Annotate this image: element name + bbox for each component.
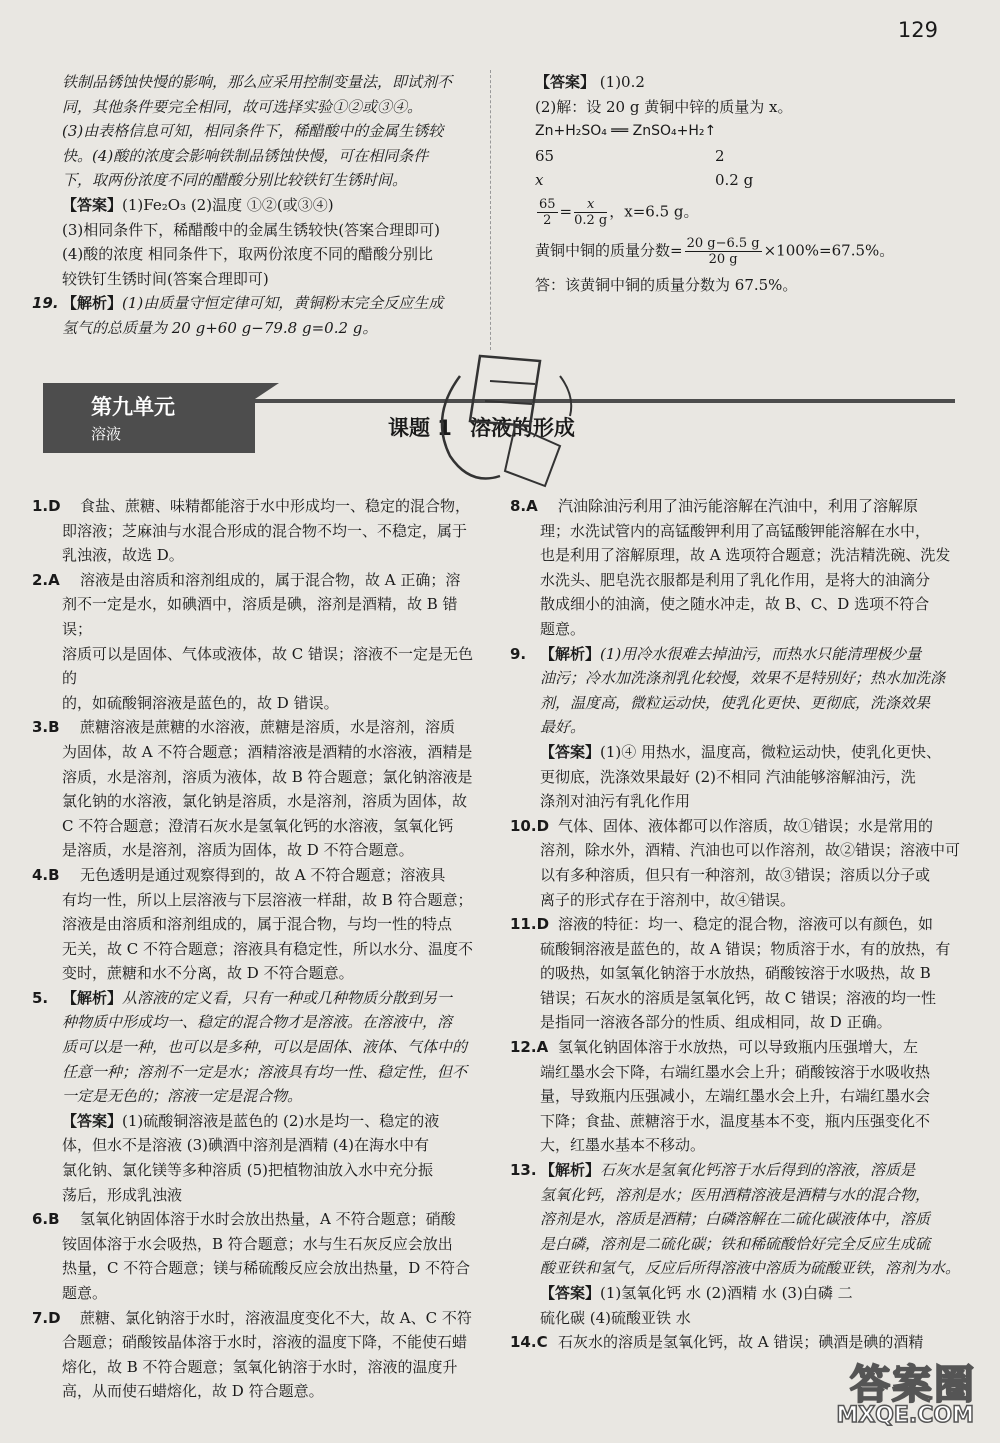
proportion-line: $\frac{65}{2}$ = $\frac{x}{0.2 g}$ ，x=6.5 g。 bbox=[539, 196, 699, 228]
right-answer-column bbox=[510, 494, 962, 1355]
analysis-label: 【解析】 bbox=[62, 294, 123, 313]
answer-text-line: 硫化碳 (4)硫酸亚铁 水 bbox=[540, 1308, 691, 1327]
answer-text-line: 的，如硫酸铜溶液是蓝色的，故 D 错误。 bbox=[62, 693, 339, 712]
answer-item bbox=[510, 1281, 962, 1330]
answer-text-line: 油污；冷水加洗涤剂乳化较慢，效果不是特别好；热水加洗涤 bbox=[540, 669, 946, 688]
question-number: 9. bbox=[510, 644, 527, 663]
answer-text-line: 7.D 蔗糖、氯化钠溶于水时，溶液温度变化不大，故 A、C 不符 bbox=[32, 1306, 482, 1331]
answer-text-line: 题意。 bbox=[62, 1284, 108, 1302]
answer-text-line: 1.D 食盐、蔗糖、味精都能溶于水中形成均一、稳定的混合物， bbox=[32, 494, 482, 519]
setup-line: (2)解：设 20 g 黄铜中锌的质量为 x。 bbox=[535, 97, 793, 116]
answer-text-line: 硫酸铜溶液是蓝色的，故 A 错误；物质溶于水，有的放热，有 bbox=[540, 939, 951, 958]
top-left-block bbox=[32, 70, 482, 341]
answer-text-line: 12.A 氢氧化钠固体溶于水放热，可以导致瓶内压强增大，左 bbox=[510, 1035, 962, 1060]
item-label: 【答案】 bbox=[540, 742, 601, 761]
q19-line-1: (1)由质量守恒定律可知，黄铜粉末完全反应生成 bbox=[122, 294, 444, 313]
item-label: 【解析】 bbox=[62, 988, 123, 1007]
answer-text-line: 即溶液；芝麻油与水混合形成的混合物不均一、不稳定，属于 bbox=[62, 521, 468, 540]
answer-line: 较铁钉生锈时间(答案合理即可) bbox=[62, 269, 269, 288]
question-number: 3.B bbox=[32, 718, 60, 737]
answer-text-line: 热量，C 不符合题意；镁与稀硫酸反应会放出热量，D 不符合 bbox=[62, 1259, 471, 1278]
answer-text-line: 熔化，故 B 不符合题意；氢氧化钠溶于水时，溶液的温度升 bbox=[62, 1357, 458, 1376]
column-divider bbox=[490, 70, 491, 350]
answer-text-line: 9. 【解析】(1)用冷水很难去掉油污，而热水只能清理极少量 bbox=[510, 642, 962, 667]
item-label: 【答案】 bbox=[62, 1111, 123, 1130]
answer-text-line: 散成细小的油滴，使之随水冲走，故 B、C、D 选项不符合 bbox=[540, 595, 930, 614]
answer-text-line: 溶质可以是固体、气体或液体，故 C 错误；溶液不一定是无色的 bbox=[62, 644, 474, 688]
item-label: 【解析】 bbox=[540, 644, 601, 663]
fraction: $\frac{x}{0.2 g}$ bbox=[574, 196, 608, 228]
answer-text-line: 剂，温度高，微粒运动快，使乳化更快、更彻底，洗涤效果 bbox=[540, 693, 931, 712]
answer-item bbox=[32, 1109, 482, 1207]
analysis-line: 同，其他条件要完全相同，故可选择实验①②或③④。 bbox=[62, 97, 423, 116]
answer-text-line: 4.B 无色透明是通过观察得到的，故 A 不符合题意；溶液具 bbox=[32, 863, 482, 888]
left-answer-column bbox=[32, 494, 482, 1404]
answer-text-line: 更彻底，洗涤效果最好 (2)不相同 汽油能够溶解油污，洗 bbox=[540, 767, 916, 786]
answer-text-line: 高，从而使石蜡熔化，故 D 符合题意。 bbox=[62, 1382, 324, 1401]
answer-text-line: 的吸热，如氢氧化钠溶于水放热，硝酸铵溶于水吸热，故 B bbox=[540, 964, 931, 983]
answer-text-line: 最好。 bbox=[540, 718, 586, 737]
answer-line: (3)相同条件下，稀醋酸中的金属生锈较快(答案合理即可) bbox=[62, 220, 440, 239]
answer-item bbox=[510, 1035, 962, 1158]
question-number: 4.B bbox=[32, 865, 60, 884]
ratio-cell: 65 bbox=[535, 146, 555, 165]
answer-text-line: 错误；石灰水的溶质是氢氧化钙，故 C 错误；溶液的均一性 bbox=[540, 988, 937, 1007]
analysis-line: 快。(4)酸的浓度会影响铁制品锈蚀快慢，可在相同条件 bbox=[62, 146, 429, 165]
page-number: 129 bbox=[897, 18, 938, 42]
question-number: 14.C bbox=[510, 1333, 548, 1352]
lesson-number: 课题 1 bbox=[388, 416, 452, 440]
answer-item bbox=[32, 986, 482, 1109]
unit-rule bbox=[255, 399, 955, 403]
answer-text-line: 3.B 蔗糖溶液是蔗糖的水溶液，蔗糖是溶质，水是溶剂，溶质 bbox=[32, 715, 482, 740]
answer-text-line: 2.A 溶液是由溶质和溶剂组成的，属于混合物，故 A 正确；溶 bbox=[32, 568, 482, 593]
answer-text-line: 体，但水不是溶液 (3)碘酒中溶剂是酒精 (4)在海水中有 bbox=[62, 1136, 430, 1155]
answer-item bbox=[510, 912, 962, 1035]
answer-line: (1)Fe₂O₃ (2)温度 ①②(或③④) bbox=[122, 195, 334, 214]
answer-item bbox=[510, 494, 962, 642]
answer-text-line: 11.D 溶液的特征：均一、稳定的混合物，溶液可以有颜色，如 bbox=[510, 912, 962, 937]
top-right-block bbox=[535, 70, 955, 298]
answer-text-line: 下降；食盐、蔗糖溶于水，温度基本不变，瓶内压强变化不 bbox=[540, 1111, 931, 1130]
answer-text-line: 【答案】(1)硫酸铜溶液是蓝色的 (2)水是均一、稳定的液 bbox=[62, 1111, 440, 1130]
answer-text-line: 14.C 石灰水的溶质是氢氧化钙，故 A 错误；碘酒是碘的酒精 bbox=[510, 1330, 962, 1355]
answer-label: 【答案】 bbox=[535, 73, 596, 91]
answer-item bbox=[510, 1158, 962, 1281]
answer-text-line: 是白磷，溶剂是二硫化碳；铁和稀硫酸恰好完全反应生成硫 bbox=[540, 1234, 931, 1253]
answer-text-line: C 不符合题意；澄清石灰水是氢氧化钙的水溶液，氢氧化钙 bbox=[62, 816, 454, 835]
answer-item bbox=[510, 1330, 962, 1355]
question-number: 5. bbox=[32, 988, 49, 1007]
answer-text-line: 无关，故 C 不符合题意；溶液具有稳定性，所以水分、温度不 bbox=[62, 939, 474, 958]
question-19 bbox=[32, 291, 482, 316]
answer-text-line: 合题意；硝酸铵晶体溶于水时，溶液的温度下降，不能使石蜡 bbox=[62, 1333, 468, 1352]
answer-text-line: 理；水洗试管内的高锰酸钾利用了高锰酸钾能溶解在水中， bbox=[540, 521, 931, 540]
ratio-result: ，x=6.5 g。 bbox=[609, 202, 699, 221]
answer-text-line: 铵固体溶于水会吸热，B 符合题意；水与生石灰反应会放出 bbox=[62, 1234, 453, 1253]
question-number: 6.B bbox=[32, 1210, 60, 1229]
item-label: 【答案】 bbox=[540, 1284, 601, 1302]
question-number: 19. bbox=[32, 294, 59, 313]
answer-text-line: 氢氧化钙，溶剂是水；医用酒精溶液是酒精与水的混合物， bbox=[540, 1185, 931, 1204]
handwritten-stamp bbox=[420, 336, 590, 506]
answer-text-line: 荡后，形成乳浊液 bbox=[62, 1185, 183, 1204]
answer-text-line: 13. 【解析】石灰水是氢氧化钙溶于水后得到的溶液，溶质是 bbox=[510, 1158, 962, 1183]
question-number: 2.A bbox=[32, 570, 60, 589]
answer-item bbox=[32, 1207, 482, 1305]
question-number: 1.D bbox=[32, 497, 61, 515]
chemical-equation: Zn+H₂SO₄ ══ ZnSO₄+H₂↑ bbox=[535, 123, 717, 140]
question-number: 8.A bbox=[510, 497, 538, 515]
answer-text-line: 剂不一定是水，如碘酒中，溶质是碘，溶剂是酒精，故 B 错误； bbox=[62, 595, 458, 638]
answer-item bbox=[32, 863, 482, 986]
answer-text-line: 端红墨水会下降，右端红墨水会上升；硝酸铵溶于水吸收热 bbox=[540, 1062, 931, 1081]
question-number: 12.A bbox=[510, 1038, 549, 1057]
answer-text-line: 离子的形式存在于溶剂中，故④错误。 bbox=[540, 890, 796, 909]
question-number: 11.D bbox=[510, 915, 550, 934]
question-number: 10.D bbox=[510, 816, 550, 835]
answer-text-line: 有均一性，所以上层溶液与下层溶液一样甜，故 B 符合题意； bbox=[62, 890, 473, 909]
continued-analysis bbox=[62, 70, 482, 193]
conclusion: 答：该黄铜中铜的质量分数为 67.5%。 bbox=[535, 275, 798, 294]
ratio-cell: 0.2 g bbox=[715, 171, 754, 190]
answer-block-18 bbox=[62, 193, 482, 218]
answer-text-line: 氯化钠的水溶液，氯化钠是溶质，水是溶剂，溶质为固体，故 bbox=[62, 792, 468, 811]
answer-item bbox=[32, 715, 482, 863]
unit-title: 第九单元 bbox=[91, 395, 175, 419]
answer-text-line: 任意一种；溶剂不一定是水；溶液具有均一性、稳定性，但不 bbox=[62, 1062, 468, 1081]
answer-item bbox=[510, 642, 962, 740]
answer-text-line: 溶质，水是溶剂，溶质为液体，故 B 符合题意；氯化钠溶液是 bbox=[62, 767, 473, 786]
item-label: 【解析】 bbox=[540, 1161, 601, 1180]
answer-line: (4)酸的浓度 相同条件下，取两份浓度不同的醋酸分别比 bbox=[62, 245, 434, 264]
answer-text-line: 氯化钠、氯化镁等多种溶质 (5)把植物油放入水中充分振 bbox=[62, 1161, 434, 1180]
answer-text-line: 8.A 汽油除油污利用了油污能溶解在汽油中，利用了溶解原 bbox=[510, 494, 962, 519]
fraction: $\frac{65}{2}$ bbox=[539, 196, 556, 228]
answer-text-line: 题意。 bbox=[540, 619, 586, 638]
question-number: 13. bbox=[510, 1161, 537, 1180]
answer-text-line: 【答案】(1)④ 用热水，温度高，微粒运动快，使乳化更快、 bbox=[540, 742, 942, 761]
answer-item bbox=[32, 494, 482, 568]
answer-text-line: 变时，蔗糖和水不分离，故 D 不符合题意。 bbox=[62, 964, 354, 983]
analysis-line: 下，取两份浓度不同的醋酸分别比较铁钉生锈时间。 bbox=[62, 171, 408, 190]
answer-first: (1)0.2 bbox=[599, 73, 645, 91]
answer-text-line: 种物质中形成均一、稳定的混合物才是溶液。在溶液中，溶 bbox=[62, 1013, 453, 1032]
watermark bbox=[780, 1353, 980, 1433]
q19-line-2: 氢气的总质量为 20 g+60 g−79.8 g=0.2 g。 bbox=[62, 318, 378, 337]
answer-text-line: 大，红墨水基本不移动。 bbox=[540, 1136, 706, 1155]
answer-text-line: 质可以是一种，也可以是多种，可以是固体、液体、气体中的 bbox=[62, 1038, 468, 1057]
answer-lines bbox=[62, 218, 482, 292]
unit-subtitle: 溶液 bbox=[91, 425, 122, 443]
answer-text-line: 也是利用了溶解原理，故 A 选项符合题意；洗洁精洗碗、洗发 bbox=[540, 546, 951, 565]
answer-text-line: 是指同一溶液各部分的性质、组成相同，故 D 正确。 bbox=[540, 1013, 892, 1032]
answer-text-line: 5. 【解析】从溶液的定义看，只有一种或几种物质分散到另一 bbox=[32, 986, 482, 1011]
answer-text-line: 酸亚铁和氢气，反应后所得溶液中溶质为硫酸亚铁，溶剂为水。 bbox=[540, 1259, 961, 1278]
analysis-line: (3)由表格信息可知，相同条件下，稀醋酸中的金属生锈较 bbox=[62, 122, 444, 141]
answer-text-line: 溶液是由溶质和溶剂组成的，属于混合物，与均一性的特点 bbox=[62, 915, 453, 934]
answer-text-line: 乳浊液，故选 D。 bbox=[62, 546, 184, 565]
answer-text-line: 量，导致瓶内压强减小，左端红墨水会上升，右端红墨水会 bbox=[540, 1087, 931, 1106]
answer-text-line: 以有多种溶质，但只有一种溶剂，故③错误；溶质以分子或 bbox=[540, 865, 931, 884]
lesson-title: 溶液的形成 bbox=[469, 416, 575, 440]
ratio-cell: 2 bbox=[715, 146, 725, 165]
answer-text-line: 【答案】(1)氢氧化钙 水 (2)酒精 水 (3)白磷 二 bbox=[540, 1284, 853, 1302]
answer-text-line: 涤剂对油污有乳化作用 bbox=[540, 792, 691, 811]
answer-item bbox=[32, 568, 482, 716]
answer-text-line: 一定是无色的；溶液一定是混合物。 bbox=[62, 1087, 303, 1106]
answer-item bbox=[32, 1306, 482, 1404]
watermark-url: MXQE.COM bbox=[836, 1403, 974, 1428]
fraction: $\frac{20 g-6.5 g}{20 g}$ bbox=[686, 235, 760, 267]
analysis-line: 铁制品锈蚀快慢的影响，那么应采用控制变量法，即试剂不 bbox=[62, 73, 453, 91]
mass-ratio-grid bbox=[535, 144, 955, 193]
answer-text-line: 10.D 气体、固体、液体都可以作溶质，故①错误；水是常用的 bbox=[510, 814, 962, 839]
answer-text-line: 为固体，故 A 不符合题意；酒精溶液是酒精的水溶液，酒精是 bbox=[62, 742, 473, 761]
unit-tab-decoration bbox=[255, 383, 279, 399]
answer-text-line: 溶剂，除水外，酒精、汽油也可以作溶剂，故②错误；溶液中可 bbox=[540, 841, 961, 860]
answer-text-line: 是溶质，水是溶剂，溶质为固体，故 D 不符合题意。 bbox=[62, 841, 414, 860]
answer-text-line: 6.B 氢氧化钠固体溶于水时会放出热量，A 不符合题意；硝酸 bbox=[32, 1207, 482, 1232]
unit-header bbox=[43, 383, 255, 453]
answer-text-line: 溶剂是水，溶质是酒精；白磷溶解在二硫化碳液体中，溶质 bbox=[540, 1210, 931, 1229]
watermark-logo: 答案圈 bbox=[850, 1362, 976, 1408]
answer-item bbox=[510, 814, 962, 912]
answer-text-line: 水洗头、肥皂洗衣服都是利用了乳化作用，是将大的油滴分 bbox=[540, 570, 931, 589]
question-number: 7.D bbox=[32, 1308, 61, 1327]
ratio-cell: x bbox=[535, 171, 544, 190]
copper-fraction-line: 黄铜中铜的质量分数= $\frac{20 g-6.5 g}{20 g}$ ×100%=67.5%。 bbox=[535, 235, 895, 267]
answer-item bbox=[510, 740, 962, 814]
answer-label: 【答案】 bbox=[62, 195, 123, 214]
